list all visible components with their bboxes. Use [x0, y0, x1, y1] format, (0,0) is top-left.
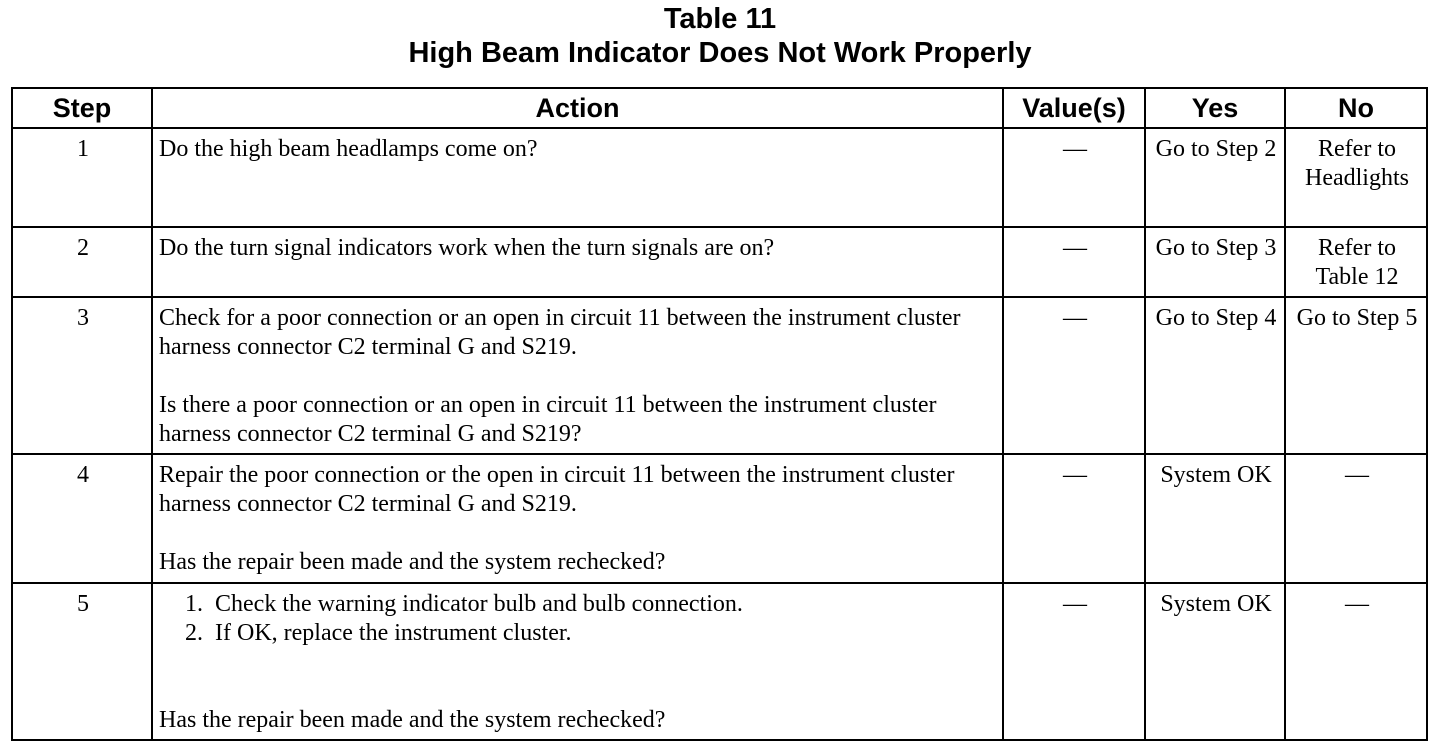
action-cell [152, 297, 1003, 454]
no-cell: — [1285, 454, 1427, 583]
list-item-text: If OK, replace the instrument cluster. [215, 620, 572, 646]
action-text: Do the turn signal indicators work when the turn signals are on? [159, 235, 775, 261]
action-text: Check for a poor connection or an open in circuit 11 between the instrument cluster harness connector C2 terminal G and S219. [159, 305, 961, 360]
step-number: 4 [12, 454, 152, 583]
yes-cell: System OK [1145, 454, 1285, 583]
table-row [12, 583, 1427, 740]
step-number: 1 [12, 128, 152, 227]
step-number: 2 [12, 227, 152, 297]
action-steps-list [159, 590, 998, 648]
column-header-yes: Yes [1145, 88, 1285, 128]
value-cell: — [1003, 297, 1145, 454]
action-text: Do the high beam headlamps come on? [159, 136, 538, 162]
table-row [12, 454, 1427, 583]
step-number: 5 [12, 583, 152, 740]
yes-cell: System OK [1145, 583, 1285, 740]
column-header-step: Step [12, 88, 152, 128]
list-item-text: Check the warning indicator bulb and bulb connection. [215, 591, 743, 617]
table-row [12, 297, 1427, 454]
action-question: Has the repair been made and the system rechecked? [159, 549, 666, 575]
no-cell: — [1285, 583, 1427, 740]
list-item-number: 2. [185, 620, 203, 646]
action-cell [152, 454, 1003, 583]
action-question: Is there a poor connection or an open in circuit 11 between the instrument cluster harness connector C2 terminal G and S219? [159, 392, 937, 447]
value-cell: — [1003, 583, 1145, 740]
column-header-values: Value(s) [1003, 88, 1145, 128]
table-row [12, 128, 1427, 227]
column-header-no: No [1285, 88, 1427, 128]
diagnostic-table [11, 87, 1428, 741]
value-cell: — [1003, 128, 1145, 227]
action-cell [152, 128, 1003, 227]
table-heading: High Beam Indicator Does Not Work Properly [408, 37, 1032, 69]
table-title [0, 2, 1440, 70]
table-row [12, 227, 1427, 297]
list-item [185, 590, 998, 619]
action-text: Repair the poor connection or the open in circuit 11 between the instrument cluster harness connector C2 terminal G and S219. [159, 462, 955, 517]
action-question: Has the repair been made and the system rechecked? [159, 707, 666, 733]
yes-cell: Go to Step 2 [1145, 128, 1285, 227]
header-row [12, 88, 1427, 128]
yes-cell: Go to Step 4 [1145, 297, 1285, 454]
table-number: Table 11 [663, 3, 777, 35]
step-number: 3 [12, 297, 152, 454]
yes-cell: Go to Step 3 [1145, 227, 1285, 297]
action-cell [152, 227, 1003, 297]
no-cell: Go to Step 5 [1285, 297, 1427, 454]
value-cell: — [1003, 454, 1145, 583]
list-item-number: 1. [185, 591, 203, 617]
action-cell [152, 583, 1003, 740]
no-cell: Refer to Table 12 [1285, 227, 1427, 297]
list-item [185, 619, 998, 648]
no-cell: Refer to Headlights [1285, 128, 1427, 227]
value-cell: — [1003, 227, 1145, 297]
column-header-action: Action [152, 88, 1003, 128]
